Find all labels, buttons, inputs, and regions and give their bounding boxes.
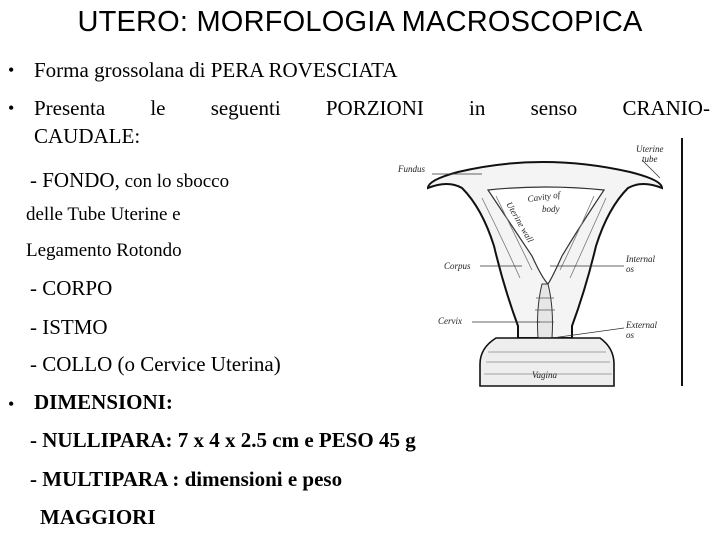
label-uterine-wall: Uterine wall	[504, 200, 536, 245]
fondo-description: con lo sbocco	[119, 171, 230, 192]
word: PORZIONI	[325, 96, 424, 120]
bullet-shape-text: Forma grossolana di PERA ROVESCIATA	[34, 58, 398, 82]
word: le	[150, 96, 166, 120]
label-vagina: Vagina	[532, 370, 558, 380]
label-internal-os-1: Internal	[626, 254, 655, 264]
fondo-line-2: delle Tube Uterine e	[26, 204, 181, 225]
collo-item: - COLLO (o Cervice Uterina)	[30, 352, 281, 376]
label-corpus: Corpus	[444, 261, 471, 271]
multipara-item: - MULTIPARA : dimensioni e peso	[30, 467, 343, 491]
word: in	[469, 96, 486, 120]
word: senso	[530, 96, 578, 120]
word: Presenta	[34, 96, 106, 120]
slide-title: UTERO: MORFOLOGIA MACROSCOPICA	[77, 6, 643, 38]
label-cavity-1: Cavity of	[526, 189, 561, 204]
label-uterine-tube-1: Uterine	[636, 144, 664, 154]
bullet-portions-text	[34, 96, 710, 121]
maggiori-text: MAGGIORI	[40, 505, 156, 529]
corpo-item: - CORPO	[30, 276, 113, 300]
fondo-line-3: Legamento Rotondo	[26, 240, 182, 261]
word: CRANIO-	[622, 96, 710, 120]
label-external-os-2: os	[626, 330, 635, 340]
label-internal-os-2: os	[626, 264, 635, 274]
bullet-dot: •	[8, 60, 15, 80]
label-external-os-1: External	[626, 320, 657, 330]
fondo-line	[30, 168, 229, 193]
bullet-dot: •	[8, 394, 15, 414]
label-fundus: Fundus	[398, 164, 425, 174]
label-uterine-tube-2: tube	[642, 154, 658, 164]
word: seguenti	[210, 96, 281, 120]
label-cervix: Cervix	[438, 316, 462, 326]
label-cavity-2: body	[542, 204, 560, 214]
cervical-canal	[538, 284, 553, 338]
nullipara-item: - NULLIPARA: 7 x 4 x 2.5 cm e PESO 45 g	[30, 428, 416, 452]
uterus-diagram	[392, 138, 684, 388]
bullet-dot: •	[8, 98, 15, 118]
fondo-label: - FONDO,	[30, 168, 120, 192]
bullet-portions-continuation: CAUDALE:	[34, 124, 141, 148]
dimensions-heading: DIMENSIONI:	[34, 390, 173, 414]
istmo-item: - ISTMO	[30, 315, 108, 339]
